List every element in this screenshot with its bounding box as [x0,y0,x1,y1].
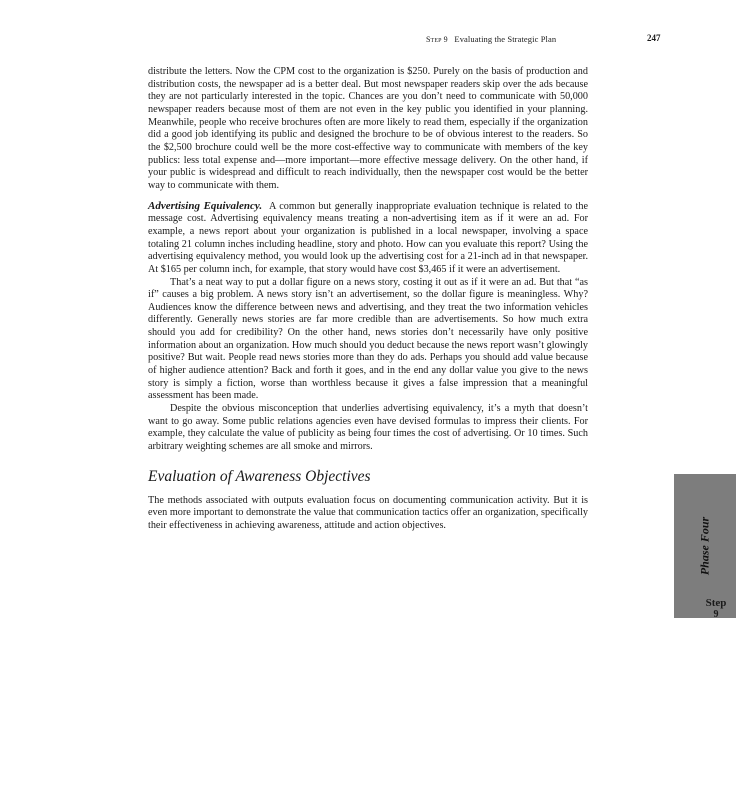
step-marker-number: 9 [713,609,719,620]
section-heading: Evaluation of Awareness Objectives [148,467,371,485]
body-paragraph: That’s a neat way to put a dollar figure on a news story, costing it out as if it were an ad. But that “as if” causes a big problem. A news story isn’t an advertisement, so the dollar figure is meaningless. Why? Audiences know the difference between news and advertising, and they treat the two information vehicles differently. Generally news stories are far more credible than are advertisements. So how much extra should you add for credibility? On the other hand, news stories don’t necessarily have only positive information about an organization. How much should you deduct because the news report wasn’t glowingly positive? But wait. People read news stories more than they do ads. Perhaps you should add value because of higher audience attention? Back and forth it goes, and in the end any dollar value you give to the news story is simply a fiction, worse than worthless because it gives a false impression that a meaningful assessment has been made. [148,276,588,402]
step-marker-word: Step [705,597,727,609]
running-head [426,34,556,44]
running-head-step: Step 9 [426,35,448,44]
body-paragraph: distribute the letters. Now the CPM cost to the organization is $250. Purely on the basis of production and distribution costs, the newspaper ad is a better deal. But most newspaper readers skip over the ads because they are not particularly interested in the topic. Chances are you don’t need to communicate with 50,000 newspaper readers because most of them are not even in the key public you identified in your planning. Meanwhile, people who receive brochures often are more likely to read them, especially if the organization did a good job identifying its public and designed the brochure to be of obvious interest to the readers. So the $2,500 brochure could well be the more cost-effective way to communicate with members of the key publics: less total expense and—more important—more effective message delivery. On the other hand, if your public is widespread and difficult to reach individually, then the newspaper cost would be the better way to communicate with them. [148,66,588,191]
phase-tab [674,474,736,618]
page-body [148,66,588,533]
run-in-subheading: Advertising Equivalency. [148,199,263,212]
body-paragraph: Despite the obvious misconception that underlies advertising equivalency, it’s a myth that doesn’t want to go away. Some public relations agencies even have devised formulas to impress their clients. For example, they calculate the value of publicity as being four times the cost of advertising. Or 10 times. Such arbitrary weighting schemes are all smoke and mirrors. [148,403,588,453]
body-paragraph: The methods associated with outputs evaluation focus on documenting communication activity. But it is even more important to demonstrate the value that communication tactics offer an organization, specifically their effectiveness in achieving awareness, attitude and action objectives. [148,494,588,531]
body-paragraph [148,200,588,277]
page-number: 247 [647,33,661,43]
step-marker [699,598,733,620]
running-head-title: Evaluating the Strategic Plan [454,34,557,44]
phase-tab-label: Phase Four [697,516,712,576]
paragraph-text: A common but generally inappropriate evaluation technique is related to the message cost. Advertising equivalency means treating a non-advertising item as if it were an ad. For example, a news report about your organization is published in a local newspaper, involving a space totaling 21 column inches including headline, story and photo. How can you evaluate this report? Using the advertising equivalency method, you would look up the advertising cost for a 21-inch ad in that newspaper. At $165 per column inch, for example, that story would have cost $3,465 if it were an advertisement. [148,200,588,275]
